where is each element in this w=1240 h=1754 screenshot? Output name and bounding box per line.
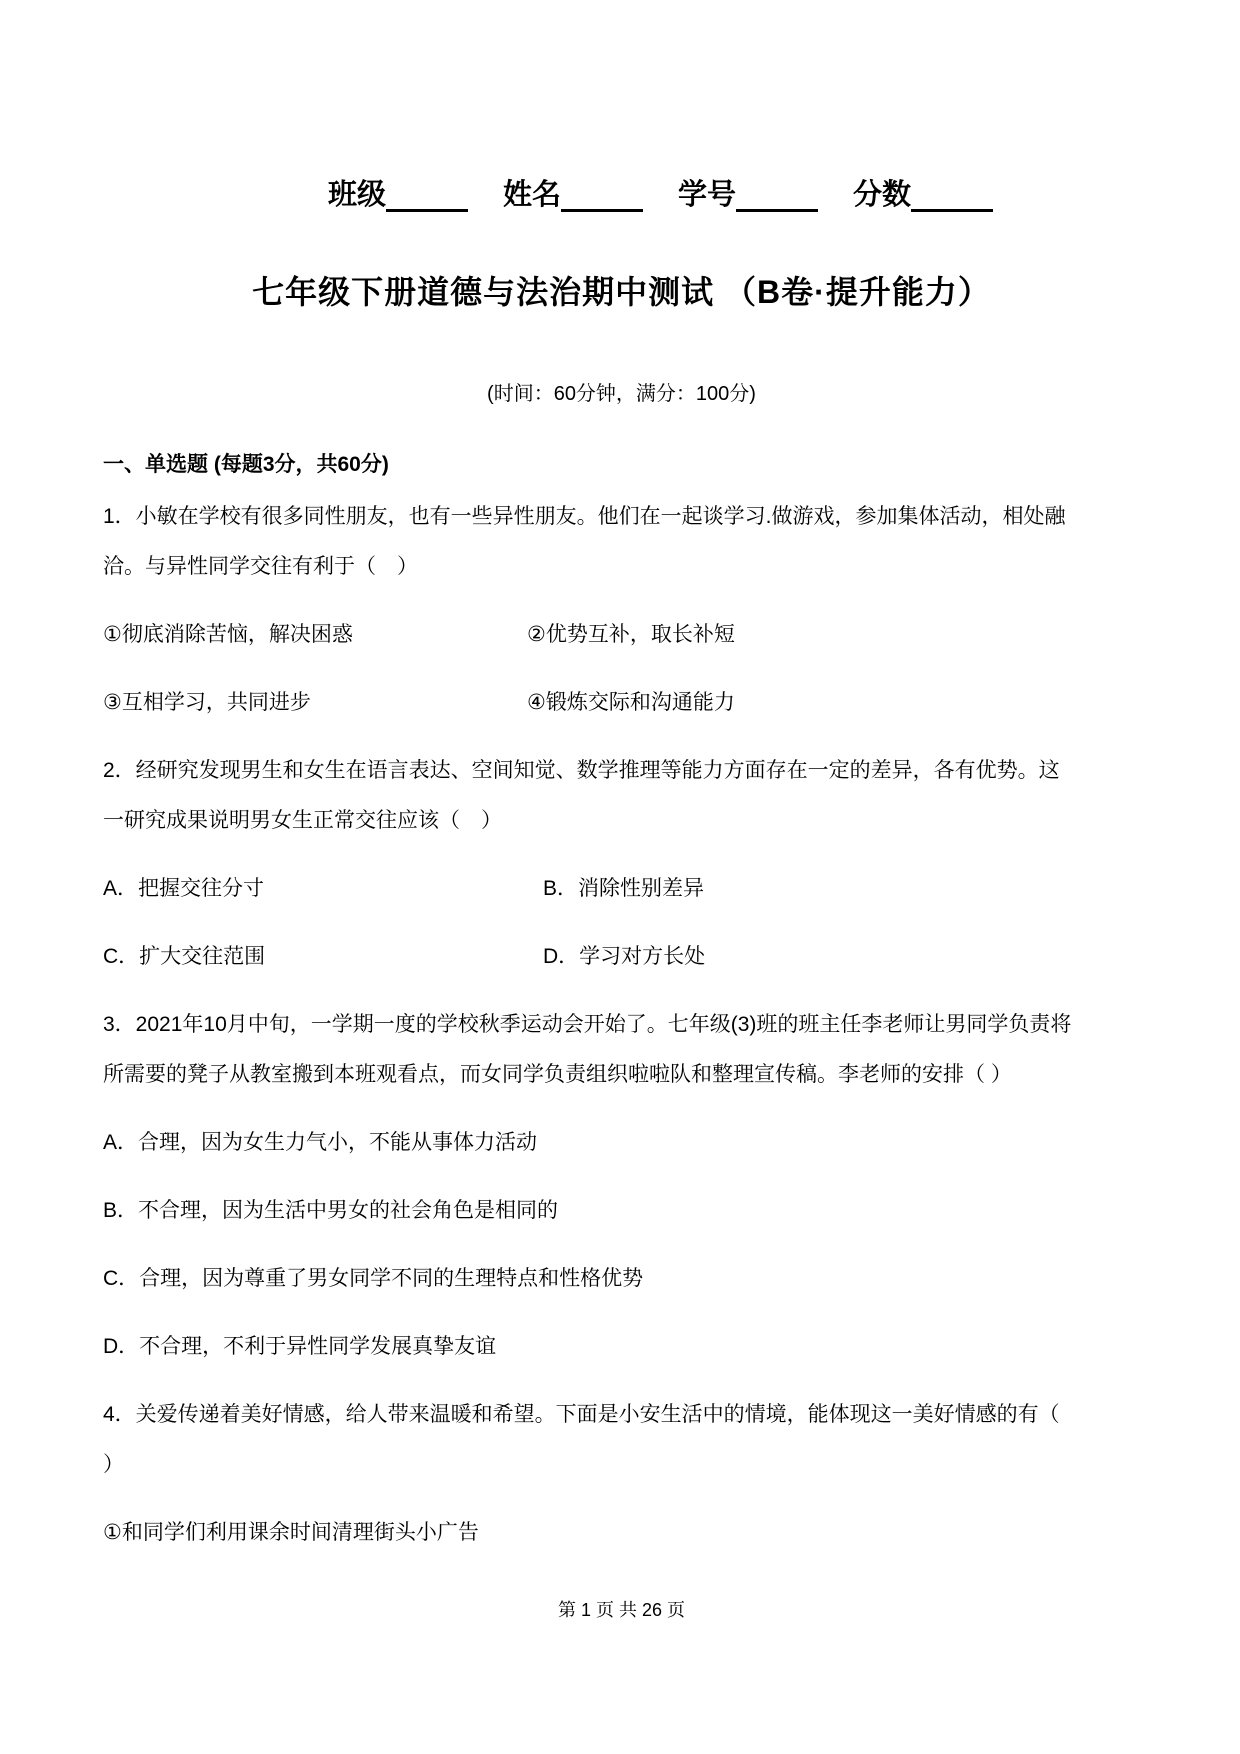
question-2-line-2: 一研究成果说明男女生正常交往应该（ ） — [103, 809, 502, 832]
question-4-line-2: ） — [103, 1453, 124, 1476]
question-2-option-a: A．把握交往分寸 — [103, 877, 265, 900]
field-score-label: 分数 — [853, 179, 912, 211]
fill-blank-score — [911, 179, 993, 212]
question-4-stem — [103, 1390, 1140, 1490]
question-4-line-1: 4．关爱传递着美好情感，给人带来温暖和希望。下面是小安生活中的情境，能体现这一美好情感的有（ — [103, 1403, 1060, 1426]
question-3-option-d: D．不合理，不利于异性同学发展真挚友谊 — [103, 1335, 497, 1358]
question-3-line-1: 3．2021年10月中旬，一学期一度的学校秋季运动会开始了。七年级(3)班的班主任李老师让男同学负责将 — [103, 1013, 1072, 1036]
question-3-option-b-row — [103, 1186, 1140, 1236]
field-name — [503, 178, 643, 212]
question-3-option-c: C．合理，因为尊重了男女同学不同的生理特点和性格优势 — [103, 1267, 644, 1290]
question-2-options-row-2 — [103, 932, 1140, 982]
fill-blank-class — [386, 179, 468, 212]
question-2-line-1: 2．经研究发现男生和女生在语言表达、空间知觉、数学推理等能力方面存在一定的差异，各有优势。这 — [103, 759, 1060, 782]
question-3-option-a: A．合理，因为女生力气小，不能从事体力活动 — [103, 1131, 538, 1154]
header-fill-line — [328, 178, 1140, 212]
question-4-option-row — [103, 1508, 1140, 1558]
section-heading: 一、单选题 (每题3分，共60分) — [103, 453, 389, 476]
question-2-option-b: B．消除性别差异 — [543, 877, 705, 900]
question-3-option-a-row — [103, 1118, 1140, 1168]
field-class-label: 班级 — [328, 179, 387, 211]
page-title: 七年级下册道德与法治期中测试 （B卷·提升能力） — [252, 274, 991, 310]
question-2-option-c: C．扩大交往范围 — [103, 945, 266, 968]
question-3-option-b: B．不合理，因为生活中男女的社会角色是相同的 — [103, 1199, 559, 1222]
question-1-option-2: ②优势互补，取长补短 — [527, 623, 735, 646]
question-2-option-d: D．学习对方长处 — [543, 945, 706, 968]
question-3-option-d-row — [103, 1322, 1140, 1372]
question-1-option-3: ③互相学习，共同进步 — [103, 691, 311, 714]
question-3-stem — [103, 1000, 1140, 1100]
question-3-option-c-row — [103, 1254, 1140, 1304]
field-student-id-label: 学号 — [678, 179, 737, 211]
question-2-stem — [103, 746, 1140, 846]
question-1-option-4: ④锻炼交际和沟通能力 — [527, 691, 735, 714]
question-1-options-row-1 — [103, 610, 1140, 660]
question-1-line-2: 洽。与异性同学交往有利于（ ） — [103, 555, 418, 578]
fill-blank-name — [561, 179, 643, 212]
question-1-option-1: ①彻底消除苦恼，解决困惑 — [103, 623, 353, 646]
fill-blank-student-id — [736, 179, 818, 212]
question-3-line-2: 所需要的凳子从教室搬到本班观看点，而女同学负责组织啦啦队和整理宣传稿。李老师的安排（ ） — [103, 1063, 1012, 1086]
page-footer: 第 1 页 共 26 页 — [557, 1600, 686, 1620]
question-1-line-1: 1．小敏在学校有很多同性朋友，也有一些异性朋友。他们在一起谈学习.做游戏，参加集体活动，相处融 — [103, 505, 1066, 528]
question-4-option-1: ①和同学们利用课余时间清理街头小广告 — [103, 1521, 479, 1544]
question-1-options-row-2 — [103, 678, 1140, 728]
question-2-options-row-1 — [103, 864, 1140, 914]
field-student-id — [678, 178, 818, 212]
question-1-stem — [103, 492, 1140, 592]
field-name-label: 姓名 — [503, 179, 562, 211]
exam-info: (时间：60分钟，满分：100分) — [487, 383, 756, 405]
field-score — [853, 178, 993, 212]
field-class — [328, 178, 468, 212]
